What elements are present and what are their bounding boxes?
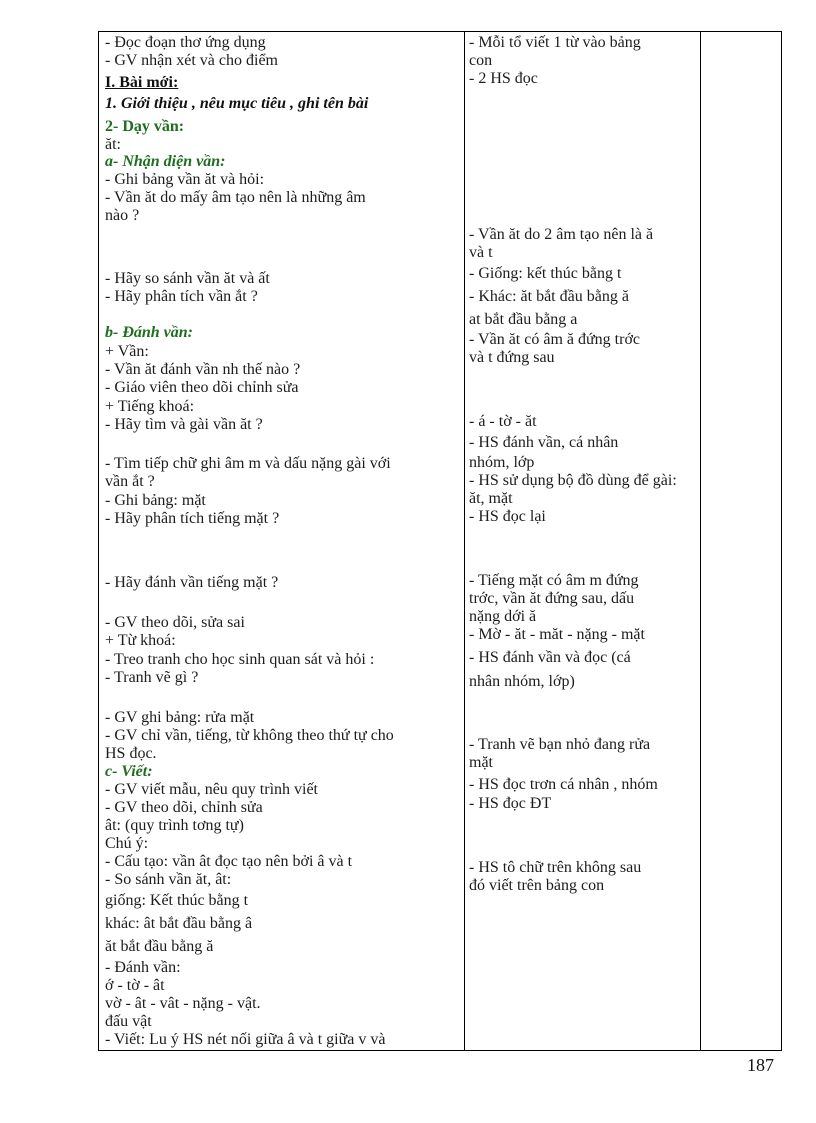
text-line: at bắt đầu bằng a (469, 311, 578, 328)
text-line: con (469, 52, 493, 69)
text-line: - Mờ - ăt - măt - nặng - mặt (469, 626, 645, 643)
text-line: a- Nhận diện vần: (105, 153, 226, 170)
text-line: - HS tô chữ trên không sau (469, 859, 642, 876)
text-line: - Vần ăt có âm ă đứng trớc (469, 331, 640, 348)
text-line: khác: ât bắt đầu bằng â (105, 915, 253, 932)
text-line: - Treo tranh cho học sinh quan sát và hỏi : (105, 651, 375, 668)
text-line: - Vần ăt đánh vần nh thế nào ? (105, 361, 301, 378)
text-line: - Ghi bảng vần ăt và hỏi: (105, 171, 265, 188)
text-line: nhóm, lớp (469, 454, 535, 471)
text-line: vờ - ât - vât - nặng - vật. (105, 995, 261, 1012)
text-line: - HS đọc trơn cá nhân , nhóm (469, 776, 658, 793)
text-line: - HS đánh vần và đọc (cá (469, 649, 631, 666)
text-line: ăt: (105, 136, 121, 153)
text-line: - Hãy so sánh vần ăt và ất (105, 270, 270, 287)
text-line: + Vần: (105, 343, 149, 360)
text-line: - Tranh vẽ gì ? (105, 669, 199, 686)
text-line: - Giáo viên theo dõi chỉnh sửa (105, 379, 299, 396)
text-line: đó viết trên bảng con (469, 877, 605, 894)
text-line: giống: Kết thúc bằng t (105, 892, 249, 909)
text-line: + Tiếng khoá: (105, 398, 195, 415)
text-line: nặng dới ă (469, 608, 537, 625)
text-line: 2- Dạy vần: (105, 118, 185, 135)
text-line: - Khác: ăt bắt đầu bằng ă (469, 288, 629, 305)
text-line: I. Bài mới: (105, 74, 179, 91)
text-line: - HS đọc lại (469, 508, 546, 525)
text-line: - So sánh vần ăt, ât: (105, 871, 232, 888)
text-line: và t đứng sau (469, 349, 555, 366)
text-line: ât: (quy trình tơng tự) (105, 817, 244, 834)
text-line: c- Viết: (105, 763, 153, 780)
notes-column (705, 32, 777, 1050)
text-line: - Hãy phân tích vần ắt ? (105, 288, 258, 305)
text-line: - Đánh vần: (105, 959, 181, 976)
text-line: - Hãy đánh vần tiếng mặt ? (105, 574, 279, 591)
text-line: - HS sử dụng bộ đồ dùng để gài: (469, 472, 677, 489)
text-line: - Tranh vẽ bạn nhỏ đang rửa (469, 736, 651, 753)
text-line: - GV ghi bảng: rửa mặt (105, 709, 255, 726)
text-line: ăt bắt đầu bằng ă (105, 938, 214, 955)
student-activities-column (469, 32, 694, 1050)
text-line: - Vần ăt do 2 âm tạo nên là ă (469, 226, 654, 243)
text-line: - Hãy phân tích tiếng mặt ? (105, 510, 280, 527)
text-line: HS đọc. (105, 745, 157, 762)
text-line: nhân nhóm, lớp) (469, 673, 575, 690)
text-line: trớc, vần ăt đứng sau, dấu (469, 590, 635, 607)
text-line: - 2 HS đọc (469, 70, 538, 87)
page-number: 187 (747, 1055, 774, 1075)
text-line: - GV nhận xét và cho điểm (105, 52, 278, 69)
text-line: - Vần ăt do mấy âm tạo nên là những âm (105, 189, 366, 206)
column-divider (700, 32, 701, 1050)
text-line: ớ - tờ - ât (105, 977, 165, 994)
text-line: - Giống: kết thúc bằng t (469, 265, 622, 282)
text-line: mặt (469, 754, 493, 771)
text-line: - Viết: Lu ý HS nét nối giữa â và t giữa v và (105, 1031, 386, 1048)
text-line: + Từ khoá: (105, 632, 176, 649)
text-line: ăt, mặt (469, 490, 513, 507)
column-divider (464, 32, 465, 1050)
text-line: - HS đọc ĐT (469, 795, 552, 812)
text-line: - GV theo dõi, chỉnh sửa (105, 799, 263, 816)
text-line: - Đọc đoạn thơ ứng dụng (105, 34, 266, 51)
teacher-activities-column (105, 32, 459, 1050)
text-line: 1. Giới thiệu , nêu mục tiêu , ghi tên bài (105, 95, 369, 112)
text-line: - á - tờ - ăt (469, 413, 537, 430)
text-line: vần ắt ? (105, 473, 155, 490)
text-line: nào ? (105, 207, 140, 224)
text-line: - Tìm tiếp chữ ghi âm m và dấu nặng gài với (105, 455, 391, 472)
text-line: - Cấu tạo: vần ât đọc tạo nên bởi â và t (105, 853, 353, 870)
text-line: đấu vật (105, 1013, 152, 1030)
text-line: - HS đánh vần, cá nhân (469, 434, 619, 451)
text-line: - Hãy tìm và gài vần ăt ? (105, 416, 263, 433)
lesson-table (98, 31, 782, 1051)
text-line: Chú ý: (105, 835, 149, 852)
text-line: - Mỗi tổ viết 1 từ vào bảng (469, 34, 641, 51)
text-line: - Tiếng mặt có âm m đứng (469, 572, 639, 589)
text-line: - GV chỉ vần, tiếng, từ không theo thứ tự cho (105, 727, 394, 744)
text-line: b- Đánh vần: (105, 324, 194, 341)
text-line: - GV theo dõi, sửa sai (105, 614, 245, 631)
text-line: và t (469, 244, 493, 261)
text-line: - Ghi bảng: mặt (105, 492, 206, 509)
text-line: - GV viết mẫu, nêu quy trình viết (105, 781, 318, 798)
